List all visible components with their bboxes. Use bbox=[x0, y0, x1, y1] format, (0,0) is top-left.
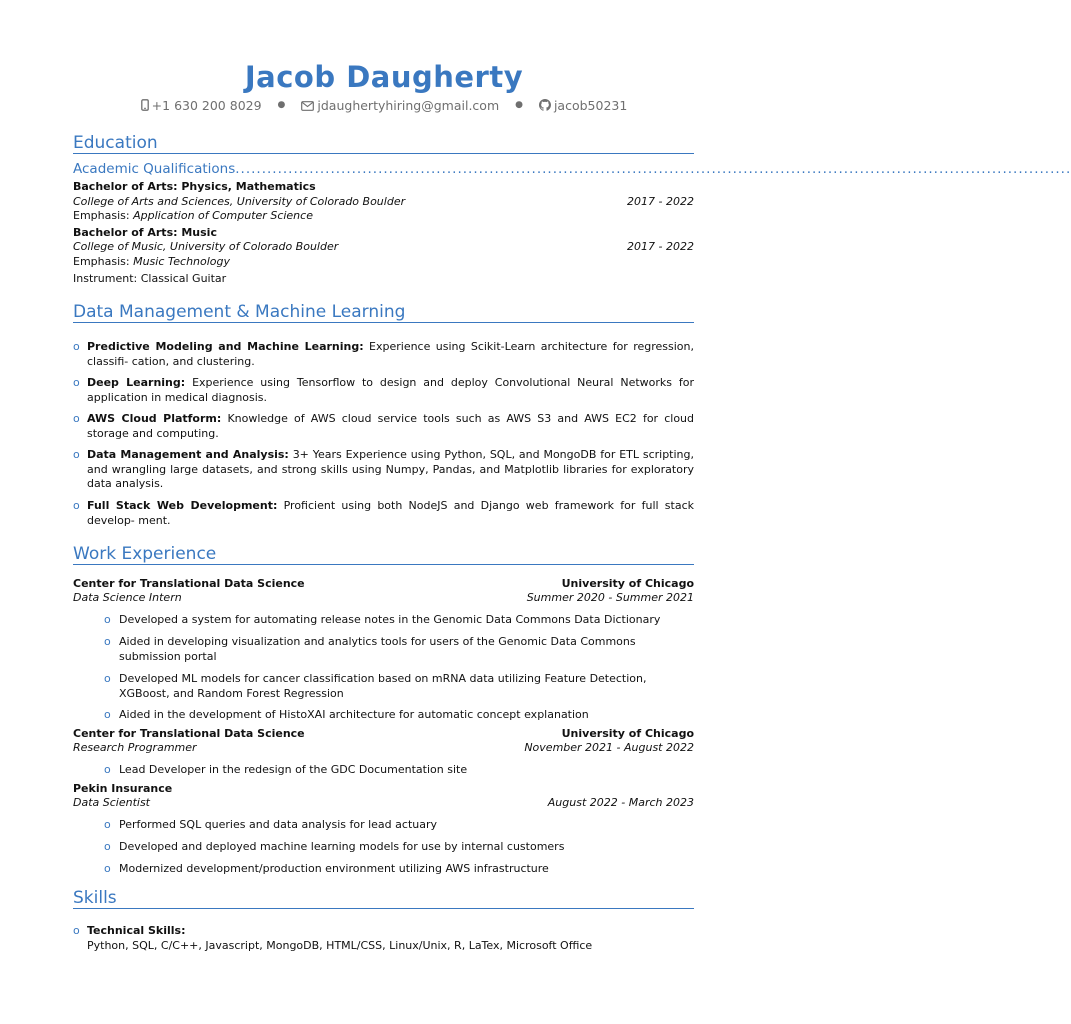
job-role: Research Programmer bbox=[73, 741, 197, 754]
job-bullet bbox=[104, 613, 694, 628]
item-text: Knowledge of AWS cloud service tools such as AWS S3 and AWS EC2 for cloud storage and computing. bbox=[87, 412, 695, 440]
emphasis-value: Music Technology bbox=[133, 255, 231, 268]
list-item bbox=[73, 448, 694, 492]
skills-label: Technical Skills: bbox=[87, 924, 186, 937]
bullet-icon: o bbox=[73, 499, 80, 512]
emphasis-label: Emphasis: bbox=[73, 209, 130, 222]
bullet-text: Aided in developing visualization and analytics tools for users of the Genomic Data Commons submission portal bbox=[119, 635, 636, 663]
job-bullet bbox=[104, 672, 694, 701]
contact-separator: ● bbox=[277, 99, 286, 110]
bullet-icon: o bbox=[104, 840, 111, 853]
list-item bbox=[73, 340, 694, 369]
job-bullet bbox=[104, 635, 694, 664]
bullet-text: Developed a system for automating release notes in the Genomic Data Commons Data Dictionary bbox=[119, 613, 661, 626]
bullet-icon: o bbox=[104, 613, 111, 626]
school-name: College of Music, University of Colorado Boulder bbox=[73, 240, 339, 253]
education-title: Education bbox=[73, 133, 158, 153]
job-dates: Summer 2020 - Summer 2021 bbox=[526, 591, 694, 604]
github-text: jacob50231 bbox=[553, 97, 628, 113]
bullet-text: Lead Developer in the redesign of the GDC Documentation site bbox=[119, 763, 468, 776]
bullet-icon: o bbox=[104, 818, 111, 831]
job-bullet bbox=[104, 708, 694, 723]
job-role: Data Science Intern bbox=[73, 591, 182, 604]
job-bullet bbox=[104, 763, 694, 778]
bullet-icon: o bbox=[73, 376, 80, 389]
job-dates: August 2022 - March 2023 bbox=[547, 796, 694, 809]
dot-leader: .............................................................................................................................................................. bbox=[235, 161, 1071, 177]
email-text: jdaughertyhiring@gmail.com bbox=[317, 97, 500, 113]
job-organization: Center for Translational Data Science bbox=[73, 727, 305, 740]
item-label: Full Stack Web Development: bbox=[87, 499, 278, 512]
bullet-text: Developed ML models for cancer classification based on mRNA data utilizing Feature Detection, XGBoost, and Random Forest Regression bbox=[119, 672, 647, 700]
bullet-icon: o bbox=[73, 924, 80, 937]
bullet-icon: o bbox=[104, 708, 111, 721]
bullet-text: Performed SQL queries and data analysis for lead actuary bbox=[119, 818, 437, 831]
job-dates: November 2021 - August 2022 bbox=[524, 741, 694, 754]
list-item bbox=[73, 412, 694, 441]
instrument-line: Instrument: Classical Guitar bbox=[73, 272, 227, 285]
emphasis-line bbox=[73, 255, 230, 270]
bullet-text: Aided in the development of HistoXAI architecture for automatic concept explanation bbox=[119, 708, 589, 721]
item-label: Deep Learning: bbox=[87, 376, 186, 389]
subheading-text: Academic Qualifications bbox=[73, 161, 236, 177]
item-label: Predictive Modeling and Machine Learning: bbox=[87, 340, 364, 353]
item-text: Experience using Scikit-Learn architecture for regression, classifi- cation, and clustering. bbox=[87, 340, 695, 368]
job-bullet bbox=[104, 840, 694, 855]
phone-text: +1 630 200 8029 bbox=[151, 97, 262, 113]
section-divider bbox=[73, 322, 694, 323]
emphasis-line bbox=[73, 209, 313, 224]
section-divider bbox=[73, 908, 694, 909]
contact-separator: ● bbox=[515, 99, 523, 110]
item-text: 3+ Years Experience using Python, SQL, and MongoDB for ETL scripting, and wrangling large datasets, and strong skills using Numpy, Pandas, and Matplotlib libraries for exploratory data analysis. bbox=[87, 448, 694, 490]
list-item bbox=[73, 499, 694, 528]
job-place: University of Chicago bbox=[561, 727, 694, 740]
degree-title: Bachelor of Arts: Physics, Mathematics bbox=[73, 180, 316, 193]
job-organization: Center for Translational Data Science bbox=[73, 577, 305, 590]
work-title: Work Experience bbox=[73, 544, 217, 564]
bullet-text: Developed and deployed machine learning models for use by internal customers bbox=[119, 840, 565, 853]
bullet-icon: o bbox=[73, 412, 80, 425]
skills-item bbox=[73, 924, 694, 953]
bullet-icon: o bbox=[73, 448, 80, 461]
item-label: AWS Cloud Platform: bbox=[87, 412, 222, 425]
job-role: Data Scientist bbox=[73, 796, 150, 809]
bullet-icon: o bbox=[73, 340, 80, 353]
degree-dates: 2017 - 2022 bbox=[627, 240, 694, 253]
job-place: University of Chicago bbox=[561, 577, 694, 590]
emphasis-label: Emphasis: bbox=[73, 255, 130, 268]
job-bullet bbox=[104, 862, 694, 877]
github-icon bbox=[539, 99, 551, 111]
item-label: Data Management and Analysis: bbox=[87, 448, 289, 461]
emphasis-value: Application of Computer Science bbox=[133, 209, 313, 222]
job-bullet bbox=[104, 818, 694, 833]
skills-title: Skills bbox=[73, 888, 117, 908]
skills-text: Python, SQL, C/C++, Javascript, MongoDB, HTML/CSS, Linux/Unix, R, LaTex, Microsoft Office bbox=[87, 938, 593, 952]
phone-contact[interactable] bbox=[141, 97, 262, 113]
academic-qualifications-heading bbox=[73, 161, 1071, 177]
bullet-icon: o bbox=[104, 672, 111, 685]
job-organization: Pekin Insurance bbox=[73, 782, 173, 795]
data-ml-title: Data Management & Machine Learning bbox=[73, 302, 406, 322]
phone-icon bbox=[141, 99, 149, 111]
email-contact[interactable] bbox=[301, 97, 499, 113]
mail-icon bbox=[301, 101, 314, 111]
github-contact[interactable] bbox=[539, 97, 627, 113]
bullet-icon: o bbox=[104, 862, 111, 875]
school-name: College of Arts and Sciences, University of Colorado Boulder bbox=[73, 195, 406, 208]
item-text: Experience using Tensorflow to design and deploy Convolutional Neural Networks for application in medical diagnosis. bbox=[87, 376, 694, 404]
list-item bbox=[73, 376, 694, 405]
candidate-name: Jacob Daugherty bbox=[244, 60, 524, 94]
section-divider bbox=[73, 153, 694, 154]
section-divider bbox=[73, 564, 694, 565]
bullet-text: Modernized development/production environment utilizing AWS infrastructure bbox=[119, 862, 549, 875]
degree-title: Bachelor of Arts: Music bbox=[73, 226, 217, 239]
bullet-icon: o bbox=[104, 763, 111, 776]
degree-dates: 2017 - 2022 bbox=[627, 195, 694, 208]
item-text: Proficient using both NodeJS and Django web framework for full stack develop- ment. bbox=[87, 499, 694, 527]
contact-line bbox=[0, 96, 768, 113]
bullet-icon: o bbox=[104, 635, 111, 648]
